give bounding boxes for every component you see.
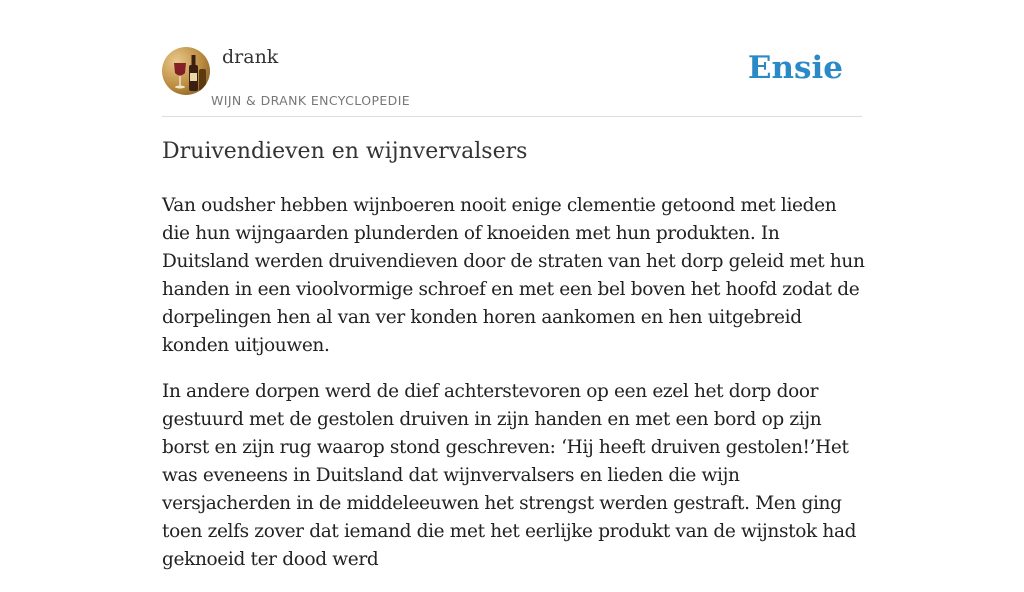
wine-bottle-glass-icon[interactable] <box>162 47 210 95</box>
article-body <box>162 192 866 592</box>
article-title: Druivendieven en wijnvervalsers <box>162 139 528 164</box>
article-paragraph: Van oudsher hebben wijnboeren nooit enige clementie getoond met lieden die hun wijngaarden plunderden of knoeiden met hun produkten. In Duitsland werden druivendieven door de straten van het dorp geleid met hun handen in een vioolvormige schroef en met een bel boven het hoofd zodat de dorpelingen hen al van ver konden horen aankomen en hen uitgebreid konden uitjouwen. <box>162 195 865 356</box>
brand-logo[interactable]: Ensie <box>747 50 843 86</box>
site-name-link[interactable]: drank <box>222 46 279 68</box>
site-subtitle: WIJN & DRANK ENCYCLOPEDIE <box>211 93 411 108</box>
site-header <box>162 40 862 117</box>
article-paragraph: In andere dorpen werd de dief achterstevoren op een ezel het dorp door gestuurd met de gestolen druiven in zijn handen en met een bord op zijn borst en zijn rug waarop stond geschreven: ‘Hij heeft druiven gestolen!’Het was eveneens in Duitsland dat wijnvervalsers en lieden die wijn versjacherden in de middeleeuwen het strengst werden gestraft. Men ging toen zelfs zover dat iemand die met het eerlijke produkt van de wijnstok had geknoeid ter dood werd <box>162 381 857 570</box>
